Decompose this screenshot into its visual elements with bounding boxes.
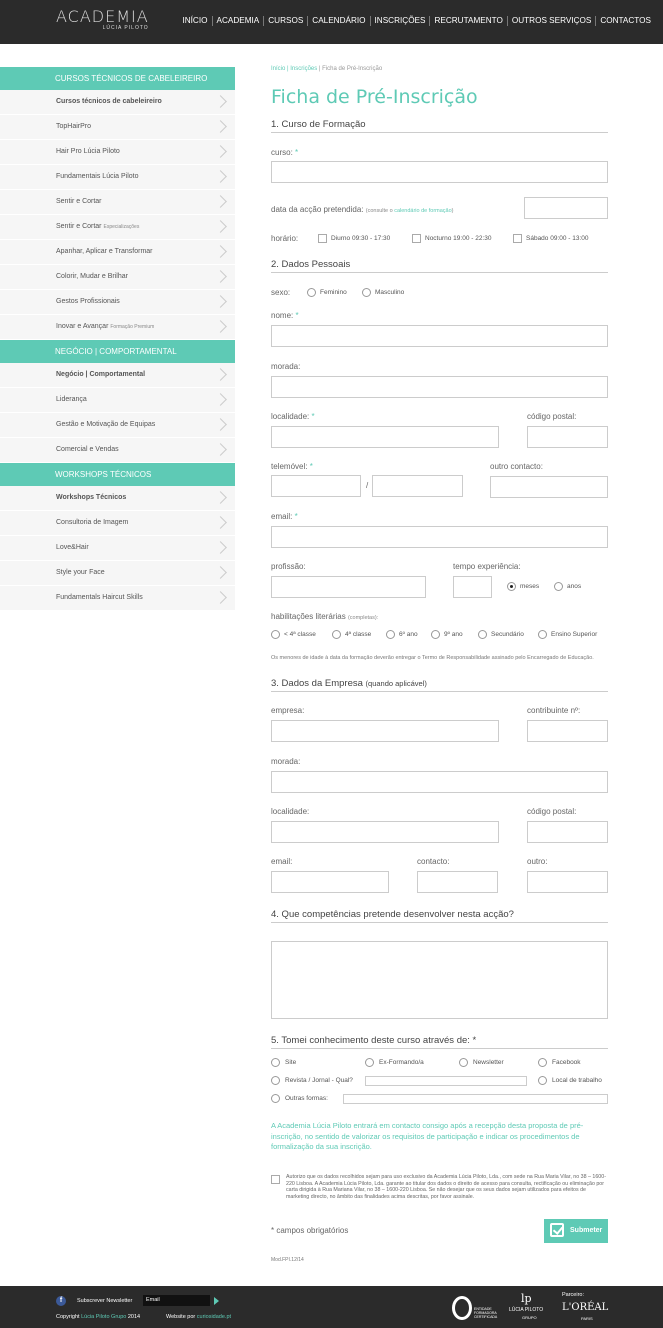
sexo-feminino-radio[interactable] (307, 288, 316, 297)
section-dados-pessoais-title: 2. Dados Pessoais (271, 259, 608, 273)
horario-nocturno-checkbox[interactable] (412, 234, 421, 243)
lucia-piloto-logo-sub: GRUPO (522, 1315, 537, 1320)
sidebar-item-label: Sentir e Cortar (56, 223, 102, 230)
sidebar-item[interactable] (0, 388, 235, 413)
sidebar-item-label: Liderança (56, 396, 87, 403)
sidebar-item[interactable] (0, 511, 235, 536)
submit-label: Submeter (570, 1227, 603, 1234)
tempo-experiencia-input[interactable] (453, 576, 492, 598)
ex-formando-label: Ex-Formando/a (379, 1059, 424, 1066)
empresa-outro-input[interactable] (527, 871, 608, 893)
sidebar-item-label: Comercial e Vendas (56, 446, 119, 453)
empresa-codigo-postal-input[interactable] (527, 821, 608, 843)
telemovel-input[interactable] (372, 475, 463, 497)
morada-input[interactable] (271, 376, 608, 398)
sidebar-item[interactable] (0, 140, 235, 165)
nav-contactos[interactable]: CONTACTOS (600, 16, 651, 25)
certified-entity-logo: ENTIDADE FORMADORA CERTIFICADA (452, 1296, 500, 1324)
sidebar-item-label: Gestos Profissionais (56, 298, 120, 305)
autorizo-text: Autorizo que os dados recolhidos sejam para uso exclusivo da Academia Lúcia Piloto, Lda., com sede na Rua Maria Vilar, no 38 – 1600-220 Lisboa. A Academia Lúcia Piloto, Lda. garante ao titular dos dados o direito de acesso para consulta, rectificação ou eliminação por carta dirigida à Rua Mariana Vilar, no 38 – 1600-220 Lisboa. Se não desejar que os seus dados sejam utilizados para efeitos de marketing directo, no âmbito das finalidades acima descritas, por favor assinale. (286, 1174, 606, 1200)
nav-cursos[interactable]: CURSOS (264, 16, 308, 26)
data-input[interactable] (524, 197, 608, 219)
newsletter-submit-arrow-icon[interactable] (214, 1297, 219, 1305)
nav-inscricoes[interactable]: INSCRIÇÕES (371, 16, 431, 26)
newsletter-radio[interactable] (459, 1058, 468, 1067)
email-label: email: * (271, 512, 298, 521)
sidebar-item-label: Consultoria de Imagem (56, 519, 129, 526)
nav-recrutamento[interactable]: RECRUTAMENTO (430, 16, 507, 26)
sidebar-item[interactable] (0, 165, 235, 190)
data-label: data da acção pretendida: (consulte o calendário de formação) (271, 205, 454, 214)
lucia-piloto-logo-text: LÚCIA PILOTO (509, 1307, 544, 1313)
sidebar-item[interactable] (0, 90, 235, 115)
calendario-link[interactable]: calendário de formação (394, 208, 452, 214)
hab-label-6: Ensino Superior (551, 631, 598, 638)
local-trabalho-radio[interactable] (538, 1076, 547, 1085)
sidebar-item-tag: Especializações (103, 224, 140, 230)
sidebar-item[interactable] (0, 115, 235, 140)
sidebar-item-label: Inovar e Avançar (56, 323, 109, 330)
sidebar-item-label: Cursos técnicos de cabeleireiro (56, 98, 162, 105)
sexo-feminino-label: Feminino (320, 289, 347, 296)
outras-formas-label: Outras formas: (285, 1095, 328, 1102)
empresa-email-label: email: (271, 857, 293, 866)
horario-sabado-checkbox[interactable] (513, 234, 522, 243)
empresa-codigo-postal-label: código postal: (527, 807, 577, 816)
tempo-experiencia-label: tempo experiência: (453, 562, 521, 571)
section-curso-title: 1. Curso de Formação (271, 119, 608, 133)
copyright: Copyright Lúcia Piloto Grupo 2014 (56, 1314, 141, 1320)
outras-formas-input[interactable] (343, 1094, 608, 1104)
telemovel-label: telemóvel: * (271, 462, 313, 471)
hab-label-5: Secundário (491, 631, 524, 638)
sidebar-item-label: Style your Face (56, 569, 105, 576)
profissao-label: profissão: (271, 562, 306, 571)
check-icon (550, 1223, 564, 1237)
loreal-logo: L'ORÉAL (562, 1302, 609, 1313)
hab-radio-1[interactable] (271, 630, 280, 639)
sidebar-item[interactable] (0, 363, 235, 388)
morada-label: morada: (271, 362, 301, 371)
habilitacoes-label: habilitações literárias (completas): (271, 612, 379, 621)
loreal-paris-text: PARIS (581, 1316, 593, 1321)
competencias-textarea[interactable] (271, 941, 608, 1019)
sidebar-item[interactable] (0, 586, 235, 611)
empresa-localidade-input[interactable] (271, 821, 499, 843)
sidebar-item[interactable] (0, 413, 235, 438)
email-input[interactable] (271, 526, 608, 548)
facebook-radio[interactable] (538, 1058, 547, 1067)
empresa-outro-label: outro: (527, 857, 548, 866)
facebook-label: Facebook (552, 1059, 581, 1066)
page-title: Ficha de Pré-Inscrição (271, 86, 478, 108)
sidebar-group-header[interactable]: WORKSHOPS TÉCNICOS (0, 463, 235, 486)
sidebar-item[interactable] (0, 265, 235, 290)
telemovel-prefix-input[interactable] (271, 475, 361, 497)
local-trabalho-label: Local de trabalho (552, 1077, 602, 1084)
horario-label: horário: (271, 234, 299, 243)
hab-label-4: 9º ano (444, 631, 463, 638)
facebook-icon[interactable]: f (56, 1296, 66, 1306)
anos-radio[interactable] (554, 582, 563, 591)
codigo-postal-label: código postal: (527, 412, 577, 421)
horario-nocturno-label: Nocturno 19:00 - 22:30 (425, 235, 492, 242)
curso-input[interactable] (271, 161, 608, 183)
curso-label: curso: * (271, 148, 299, 157)
section-conhecimento-title: 5. Tomei conhecimento deste curso através de: * (271, 1035, 608, 1049)
hab-radio-6[interactable] (538, 630, 547, 639)
newsletter-label: Newsletter (473, 1059, 504, 1066)
contribuinte-label: contribuinte nº: (527, 706, 581, 715)
logo-text: ACADEMIA (56, 7, 149, 26)
hab-radio-4[interactable] (431, 630, 440, 639)
section-dados-empresa-title: 3. Dados da Empresa (quando aplicável) (271, 678, 608, 692)
mod-code: Mod.FPI.12/14 (271, 1257, 304, 1263)
sidebar-item-label: Hair Pro Lúcia Piloto (56, 148, 120, 155)
sidebar-item[interactable] (0, 536, 235, 561)
outro-contacto-input[interactable] (490, 476, 608, 498)
horario-diurno-checkbox[interactable] (318, 234, 327, 243)
hab-radio-2[interactable] (332, 630, 341, 639)
sexo-label: sexo: (271, 288, 291, 297)
sidebar-item[interactable] (0, 290, 235, 315)
sidebar-item-tag: Formação Premium (110, 324, 155, 330)
nome-input[interactable] (271, 325, 608, 347)
meses-label: meses (520, 583, 540, 590)
breadcrumb-link[interactable]: Início | Inscrições (271, 66, 318, 72)
hab-radio-5[interactable] (478, 630, 487, 639)
sidebar-item-label: Gestão e Motivação de Equipas (56, 421, 156, 428)
sidebar-item-label: Love&Hair (56, 544, 89, 551)
empresa-contacto-label: contacto: (417, 857, 450, 866)
menores-note: Os menores de idade à data da formação deverão entregar o Termo de Responsabilidade assinado pelo Encarregado de Educação. (271, 655, 594, 661)
anos-label: anos (567, 583, 582, 590)
sidebar-item[interactable] (0, 561, 235, 586)
revista-input[interactable] (365, 1076, 527, 1086)
horario-diurno-label: Diurno 09:30 - 17:30 (331, 235, 391, 242)
ex-formando-radio[interactable] (365, 1058, 374, 1067)
outro-contacto-label: outro contacto: (490, 462, 543, 471)
profissao-input[interactable] (271, 576, 426, 598)
hab-label-3: 6º ano (399, 631, 418, 638)
empresa-morada-label: morada: (271, 757, 301, 766)
sidebar-item[interactable] (0, 215, 235, 240)
footer (0, 1286, 663, 1328)
sidebar-item-label: Fundamentals Haircut Skills (56, 594, 143, 601)
submit-button[interactable] (544, 1219, 608, 1243)
empresa-label: empresa: (271, 706, 305, 715)
sidebar-item-label: Fundamentais Lúcia Piloto (56, 173, 139, 180)
empresa-localidade-label: localidade: (271, 807, 310, 816)
section-competencias-title: 4. Que competências pretende desenvolver nesta acção? (271, 909, 608, 923)
sidebar-item-label: Apanhar, Aplicar e Transformar (56, 248, 153, 255)
sidebar-item[interactable] (0, 486, 235, 511)
parceiro-label: Parceiro: (562, 1292, 585, 1298)
hab-label-2: 4ª classe (345, 631, 372, 638)
subscribe-label: Subscrever Newsletter (77, 1298, 133, 1304)
sidebar-item[interactable] (0, 190, 235, 215)
revista-label: Revista / Jornal - Qual? (285, 1077, 353, 1084)
sexo-masculino-radio[interactable] (362, 288, 371, 297)
campos-obrigatorios-note: * campos obrigatórios (271, 1226, 349, 1235)
hab-radio-3[interactable] (386, 630, 395, 639)
sidebar-item-label: Colorir, Mudar e Brilhar (56, 273, 128, 280)
horario-sabado-label: Sábado 09:00 - 13:00 (526, 235, 589, 242)
empresa-input[interactable] (271, 720, 499, 742)
contact-info-text: A Academia Lúcia Piloto entrará em contacto consigo após a recepção desta proposta de pré-inscrição, no sentido de valorizar os requisitos de participação e indicar os procedimentos de formalização da sua inscrição. (271, 1121, 584, 1151)
nav-academia[interactable]: ACADEMIA (213, 16, 265, 26)
main-nav (178, 16, 655, 26)
website-credit: Website por curiosidade.pt (166, 1314, 232, 1320)
hab-label-1: < 4ª classe (284, 631, 316, 638)
logo[interactable] (56, 8, 149, 31)
empresa-morada-input[interactable] (271, 771, 608, 793)
codigo-postal-input[interactable] (527, 426, 608, 448)
sidebar-group-header[interactable]: CURSOS TÉCNICOS DE CABELEIREIRO (0, 67, 235, 90)
sidebar (0, 67, 235, 611)
logo-subtext: LÚCIA PILOTO (102, 25, 149, 31)
sexo-masculino-label: Masculino (375, 289, 405, 296)
outras-formas-radio[interactable] (271, 1094, 280, 1103)
breadcrumb (271, 66, 382, 72)
nome-label: nome: * (271, 311, 299, 320)
website-credit-link[interactable]: curiosidade.pt (196, 1314, 232, 1320)
empresa-email-input[interactable] (271, 871, 389, 893)
certified-circle-icon (452, 1296, 472, 1320)
sidebar-item[interactable] (0, 315, 235, 340)
lucia-piloto-mark-icon: lp (521, 1292, 532, 1305)
sidebar-item-label: Sentir e Cortar (56, 198, 102, 205)
sidebar-item[interactable] (0, 240, 235, 265)
contribuinte-input[interactable] (527, 720, 608, 742)
sidebar-group-header[interactable]: NEGÓCIO | COMPORTAMENTAL (0, 340, 235, 363)
telemovel-separator: / (366, 481, 369, 490)
breadcrumb-current: | Ficha de Pré-Inscrição (317, 66, 383, 72)
sidebar-item[interactable] (0, 438, 235, 463)
localidade-label: localidade: * (271, 412, 315, 421)
nav-inicio[interactable]: INÍCIO (178, 16, 212, 26)
sidebar-item-label: Negócio | Comportamental (56, 371, 146, 378)
site-label: Site (285, 1059, 297, 1066)
sidebar-item-label: Workshops Técnicos (56, 494, 127, 501)
sidebar-item-label: TopHairPro (56, 123, 92, 130)
autorizo-checkbox[interactable] (271, 1175, 280, 1184)
meses-radio[interactable] (507, 582, 516, 591)
localidade-input[interactable] (271, 426, 499, 448)
site-radio[interactable] (271, 1058, 280, 1067)
nav-outros-servicos[interactable]: OUTROS SERVIÇOS (508, 16, 596, 26)
newsletter-email-input[interactable]: Email (143, 1295, 210, 1306)
header (0, 0, 663, 44)
revista-radio[interactable] (271, 1076, 280, 1085)
empresa-contacto-input[interactable] (417, 871, 498, 893)
nav-calendario[interactable]: CALENDÁRIO (308, 16, 370, 26)
